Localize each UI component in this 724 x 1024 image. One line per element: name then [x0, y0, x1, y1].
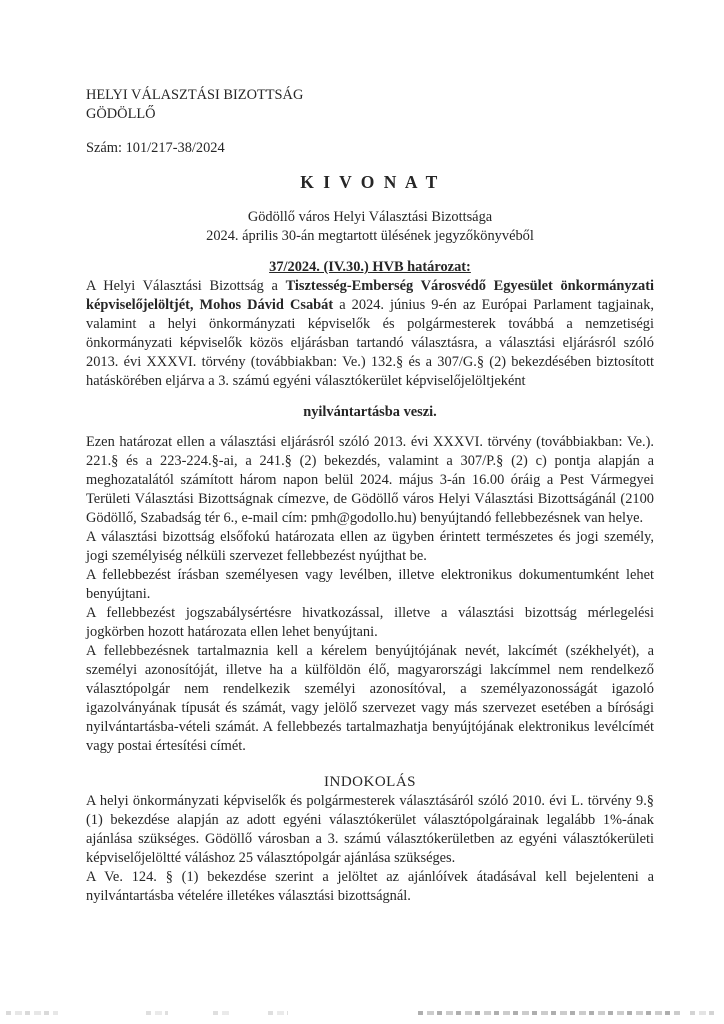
justification-paragraph-2: A Ve. 124. § (1) bekezdése szerint a jelöltet az ajánlóívek átadásával kell bejelenteni a nyilvántartásba vételére illetékes választási bizottságnál.	[86, 869, 654, 904]
issuing-authority-city: GÖDÖLLŐ	[86, 106, 156, 122]
appeal-paragraph-deadline: Ezen határozat ellen a választási eljárásról szóló 2013. évi XXXVI. törvény (továbbiakban: Ve.). 221.§ és a 223-224.§-ai, a 241.§ (2) bekezdés, valamint a 307/P.§ (2) c) pontja alapján a meghozatalától számított három napon belül 2024. május 3-án 16.00 óráig a Pest Vármegyei Területi Választási Bizottságnak címezve, de Gödöllő város Helyi Választási Bizottságánál (2100 Gödöllő, Szabadság tér 6., e-mail cím: pmh@godollo.hu) benyújtandó fellebbezésnek van helye.	[86, 434, 654, 526]
document-header	[86, 86, 654, 124]
scan-artifact-bottom-left	[6, 1011, 58, 1015]
scan-artifact-bottom-2	[213, 1011, 230, 1015]
scan-artifact-bottom-far-right	[690, 1011, 716, 1015]
appeal-information-section	[86, 433, 654, 756]
decision-body-text-2: a 2024. június 9-én az Európai Parlament tagjainak, valamint a helyi önkormányzati képviselők és polgármesterek továbbá a nemzetiségi önkormányzati képviselők közös eljárásban tartandó választásra, a választási eljárásról szóló 2013. évi XXXVI. törvény (továbbiakban: Ve.) 132.§ és a 307/G.§ (2) bekezdésében biztosított hatáskörében eljárva a 3. számú egyéni választókerület képviselőjelöltjeként	[86, 297, 654, 389]
appeal-paragraph-contents: A fellebbezésnek tartalmaznia kell a kérelem benyújtójának nevét, lakcímét (székhelyét), a személyi azonosítóját, illetve ha a külföldön élő, magyarországi lakcímmel nem rendelkező választópolgár nem rendelkezik személyi azonosítóval, a személyazonosságát igazoló igazolványának típusát és számát, vagy jelölő szervezet vagy más szervezet esetében a bírósági nyilvántartásba-vételi számát. A fellebbezés tartalmazhatja benyújtójának elektronikus levélcímét vagy postai értesítési címét.	[86, 643, 654, 754]
decision-body-paragraph	[86, 277, 654, 391]
justification-paragraph-1: A helyi önkormányzati képviselők és polgármesterek választásáról szóló 2010. évi L. törvény 9.§ (1) bekezdése alapján az adott egyéni választókerület választópolgárainak legalább 1%-ának ajánlása szükséges. Gödöllő városban a 3. számú választókerületben az egyéni választókerületi képviselőjelöltté váláshoz 25 választópolgár ajánlása szükséges.	[86, 793, 654, 866]
subtitle-session-date: 2024. április 30-án megtartott ülésének jegyzőkönyvéből	[206, 227, 534, 244]
appeal-paragraph-grounds: A fellebbezést jogszabálysértésre hivatkozással, illetve a választási bizottság mérlegelési jogkörben hozott határozata ellen lehet benyújtani.	[86, 605, 654, 640]
scan-artifact-bottom-right	[418, 1011, 680, 1015]
scan-artifact-bottom-3	[268, 1011, 288, 1015]
subtitle-committee: Gödöllő város Helyi Választási Bizottsága	[247, 209, 493, 225]
document-title: K I V O N A T	[300, 172, 440, 192]
appeal-paragraph-who: A választási bizottság elsőfokú határozata ellen az ügyben érintett természetes és jogi személy, jogi személyiség nélküli szervezet fellebbezést nyújthat be.	[86, 529, 654, 564]
document-subtitle	[86, 208, 654, 245]
registration-statement: nyilvántartásba veszi.	[303, 404, 437, 420]
document-number: Szám: 101/217-38/2024	[86, 140, 225, 156]
candidate-and-org-bold: Tisztesség-Emberség Városvédő Egyesület önkormányzati képviselőjelöltjét, Mohos Dávid Csabát	[86, 278, 654, 313]
decision-number-heading: 37/2024. (IV.30.) HVB határozat:	[269, 259, 471, 275]
scan-artifact-bottom-1	[146, 1011, 168, 1015]
justification-heading: INDOKOLÁS	[324, 774, 416, 790]
document-content	[86, 86, 654, 906]
issuing-authority-name: HELYI VÁLASZTÁSI BIZOTTSÁG	[86, 87, 304, 103]
appeal-paragraph-how: A fellebbezést írásban személyesen vagy levélben, illetve elektronikus dokumentumként lehet benyújtani.	[86, 567, 654, 602]
decision-body-text-1: A Helyi Választási Bizottság a	[86, 278, 286, 294]
